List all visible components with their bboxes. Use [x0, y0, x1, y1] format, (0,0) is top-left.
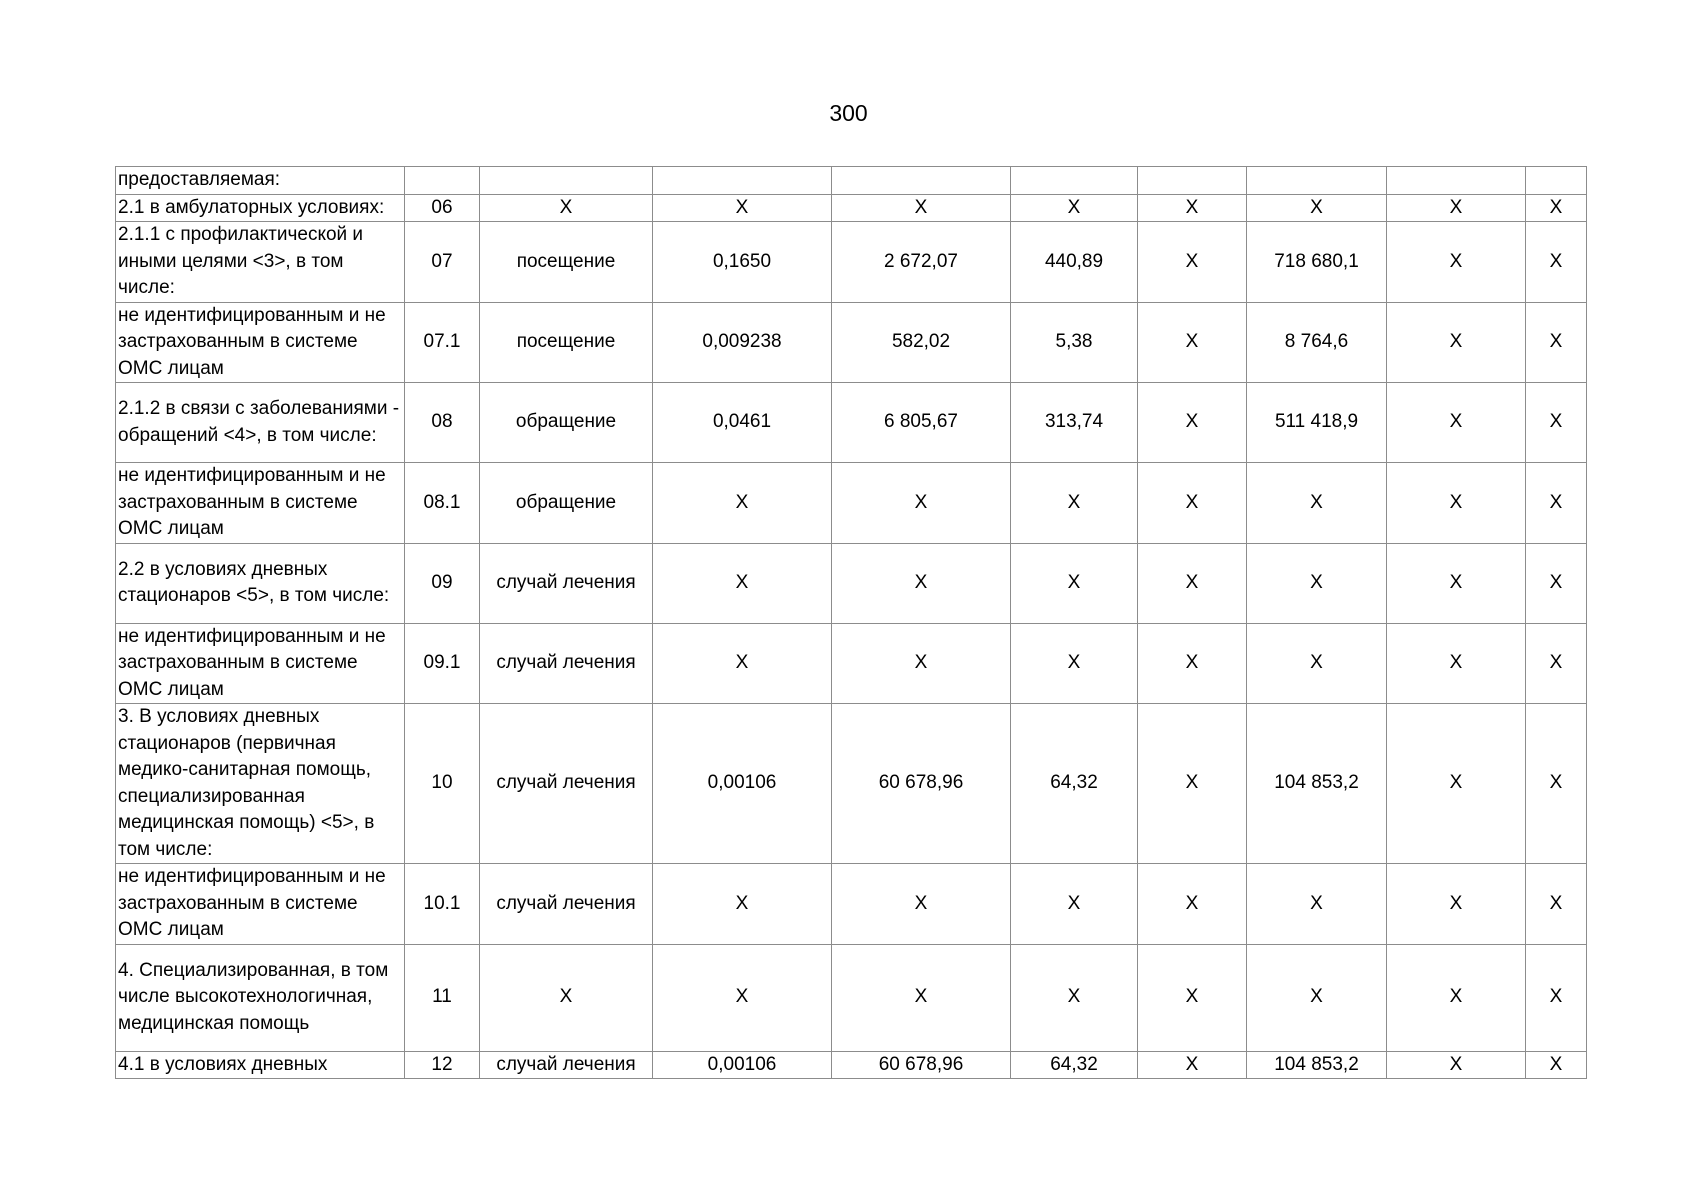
row-cost-budget: X: [1247, 623, 1387, 704]
row-norm-cost: X: [832, 194, 1011, 222]
row-unit: посещение: [480, 302, 653, 383]
row-cost-budget: 104 853,2: [1247, 704, 1387, 864]
row-norm-cost: 60 678,96: [832, 1051, 1011, 1079]
row-norm-cost: X: [832, 543, 1011, 623]
row-share: X: [1526, 704, 1587, 864]
row-code: 07.1: [405, 302, 480, 383]
row-per-capita: 64,32: [1011, 704, 1138, 864]
row-description: 4. Специализированная, в том числе высокотехнологичная, медицинская помощь: [116, 944, 405, 1051]
row-cost-budget: X: [1247, 944, 1387, 1051]
row-description: 2.1.2 в связи с заболеваниями - обращений <4>, в том числе:: [116, 383, 405, 463]
table-row: [116, 383, 1587, 463]
row-unit: посещение: [480, 222, 653, 303]
table-row: [116, 463, 1587, 544]
row-description: не идентифицированным и не застрахованным в системе ОМС лицам: [116, 302, 405, 383]
row-code: 08: [405, 383, 480, 463]
row-unit: случай лечения: [480, 704, 653, 864]
row-code: [405, 167, 480, 195]
row-cost-budget: X: [1247, 194, 1387, 222]
row-per-capita: 313,74: [1011, 383, 1138, 463]
row-per-capita-oms: [1138, 167, 1247, 195]
table-row: [116, 944, 1587, 1051]
row-per-capita-oms: X: [1138, 302, 1247, 383]
row-per-capita-oms: X: [1138, 623, 1247, 704]
row-norm-volume: X: [653, 623, 832, 704]
row-share: [1526, 167, 1587, 195]
row-per-capita: X: [1011, 543, 1138, 623]
row-code: 09: [405, 543, 480, 623]
row-unit: случай лечения: [480, 623, 653, 704]
row-per-capita-oms: X: [1138, 944, 1247, 1051]
row-cost-budget: 511 418,9: [1247, 383, 1387, 463]
row-code: 07: [405, 222, 480, 303]
row-unit: случай лечения: [480, 864, 653, 945]
row-unit: обращение: [480, 463, 653, 544]
table-row: [116, 623, 1587, 704]
row-description: не идентифицированным и не застрахованным в системе ОМС лицам: [116, 623, 405, 704]
row-per-capita-oms: X: [1138, 194, 1247, 222]
row-per-capita-oms: X: [1138, 864, 1247, 945]
row-norm-volume: X: [653, 864, 832, 945]
row-unit: [480, 167, 653, 195]
table-row: [116, 194, 1587, 222]
row-norm-cost: 582,02: [832, 302, 1011, 383]
row-norm-volume: [653, 167, 832, 195]
row-share: X: [1526, 383, 1587, 463]
row-description: 2.1 в амбулаторных условиях:: [116, 194, 405, 222]
row-per-capita-oms: X: [1138, 543, 1247, 623]
row-unit: случай лечения: [480, 1051, 653, 1079]
row-code: 09.1: [405, 623, 480, 704]
row-description: не идентифицированным и не застрахованным в системе ОМС лицам: [116, 463, 405, 544]
row-norm-volume: 0,00106: [653, 1051, 832, 1079]
row-per-capita: X: [1011, 194, 1138, 222]
row-norm-cost: [832, 167, 1011, 195]
row-unit: X: [480, 194, 653, 222]
row-norm-volume: X: [653, 463, 832, 544]
table-row: [116, 1051, 1587, 1079]
row-share: X: [1526, 543, 1587, 623]
row-description: предоставляемая:: [116, 167, 405, 195]
row-norm-volume: X: [653, 543, 832, 623]
row-code: 08.1: [405, 463, 480, 544]
row-code: 10.1: [405, 864, 480, 945]
row-norm-cost: 2 672,07: [832, 222, 1011, 303]
row-cost-oms: X: [1387, 623, 1526, 704]
row-per-capita: X: [1011, 623, 1138, 704]
row-norm-cost: X: [832, 864, 1011, 945]
row-cost-budget: X: [1247, 463, 1387, 544]
row-per-capita: [1011, 167, 1138, 195]
row-per-capita-oms: X: [1138, 704, 1247, 864]
table-row: [116, 543, 1587, 623]
row-share: X: [1526, 623, 1587, 704]
row-norm-cost: X: [832, 623, 1011, 704]
financing-table: [115, 166, 1587, 1079]
row-per-capita: 64,32: [1011, 1051, 1138, 1079]
row-cost-budget: 8 764,6: [1247, 302, 1387, 383]
row-unit: случай лечения: [480, 543, 653, 623]
row-norm-cost: X: [832, 944, 1011, 1051]
row-cost-oms: X: [1387, 1051, 1526, 1079]
row-cost-budget: 718 680,1: [1247, 222, 1387, 303]
row-per-capita: 5,38: [1011, 302, 1138, 383]
table-row: [116, 704, 1587, 864]
row-per-capita-oms: X: [1138, 463, 1247, 544]
row-share: X: [1526, 194, 1587, 222]
row-share: X: [1526, 222, 1587, 303]
row-cost-oms: X: [1387, 704, 1526, 864]
row-per-capita: X: [1011, 864, 1138, 945]
row-norm-volume: X: [653, 194, 832, 222]
row-norm-volume: 0,009238: [653, 302, 832, 383]
table-row: [116, 864, 1587, 945]
row-norm-cost: 6 805,67: [832, 383, 1011, 463]
row-per-capita: 440,89: [1011, 222, 1138, 303]
row-share: X: [1526, 1051, 1587, 1079]
row-description: 2.2 в условиях дневных стационаров <5>, в том числе:: [116, 543, 405, 623]
row-cost-oms: X: [1387, 463, 1526, 544]
row-norm-volume: 0,00106: [653, 704, 832, 864]
row-per-capita: X: [1011, 463, 1138, 544]
row-cost-budget: X: [1247, 543, 1387, 623]
row-cost-oms: X: [1387, 944, 1526, 1051]
row-per-capita-oms: X: [1138, 1051, 1247, 1079]
row-share: X: [1526, 302, 1587, 383]
row-code: 12: [405, 1051, 480, 1079]
table-row: [116, 222, 1587, 303]
row-norm-cost: X: [832, 463, 1011, 544]
row-share: X: [1526, 944, 1587, 1051]
table-row: [116, 302, 1587, 383]
row-description: 2.1.1 с профилактической и иными целями <3>, в том числе:: [116, 222, 405, 303]
row-norm-volume: X: [653, 944, 832, 1051]
row-cost-oms: X: [1387, 302, 1526, 383]
row-cost-oms: X: [1387, 194, 1526, 222]
page-number: 300: [829, 100, 868, 126]
row-cost-budget: 104 853,2: [1247, 1051, 1387, 1079]
row-norm-cost: 60 678,96: [832, 704, 1011, 864]
row-description: 3. В условиях дневных стационаров (первичная медико-санитарная помощь, специализированная медицинская помощь) <5>, в том числе:: [116, 704, 405, 864]
table-row: [116, 167, 1587, 195]
row-code: 11: [405, 944, 480, 1051]
row-norm-volume: 0,0461: [653, 383, 832, 463]
row-unit: X: [480, 944, 653, 1051]
row-cost-oms: X: [1387, 543, 1526, 623]
row-per-capita-oms: X: [1138, 222, 1247, 303]
row-share: X: [1526, 864, 1587, 945]
row-per-capita: X: [1011, 944, 1138, 1051]
row-cost-budget: [1247, 167, 1387, 195]
row-per-capita-oms: X: [1138, 383, 1247, 463]
row-cost-budget: X: [1247, 864, 1387, 945]
row-description: не идентифицированным и не застрахованным в системе ОМС лицам: [116, 864, 405, 945]
row-share: X: [1526, 463, 1587, 544]
row-cost-oms: X: [1387, 222, 1526, 303]
row-unit: обращение: [480, 383, 653, 463]
row-code: 10: [405, 704, 480, 864]
row-cost-oms: X: [1387, 864, 1526, 945]
row-cost-oms: X: [1387, 383, 1526, 463]
row-description: 4.1 в условиях дневных: [116, 1051, 405, 1079]
row-norm-volume: 0,1650: [653, 222, 832, 303]
row-cost-oms: [1387, 167, 1526, 195]
row-code: 06: [405, 194, 480, 222]
